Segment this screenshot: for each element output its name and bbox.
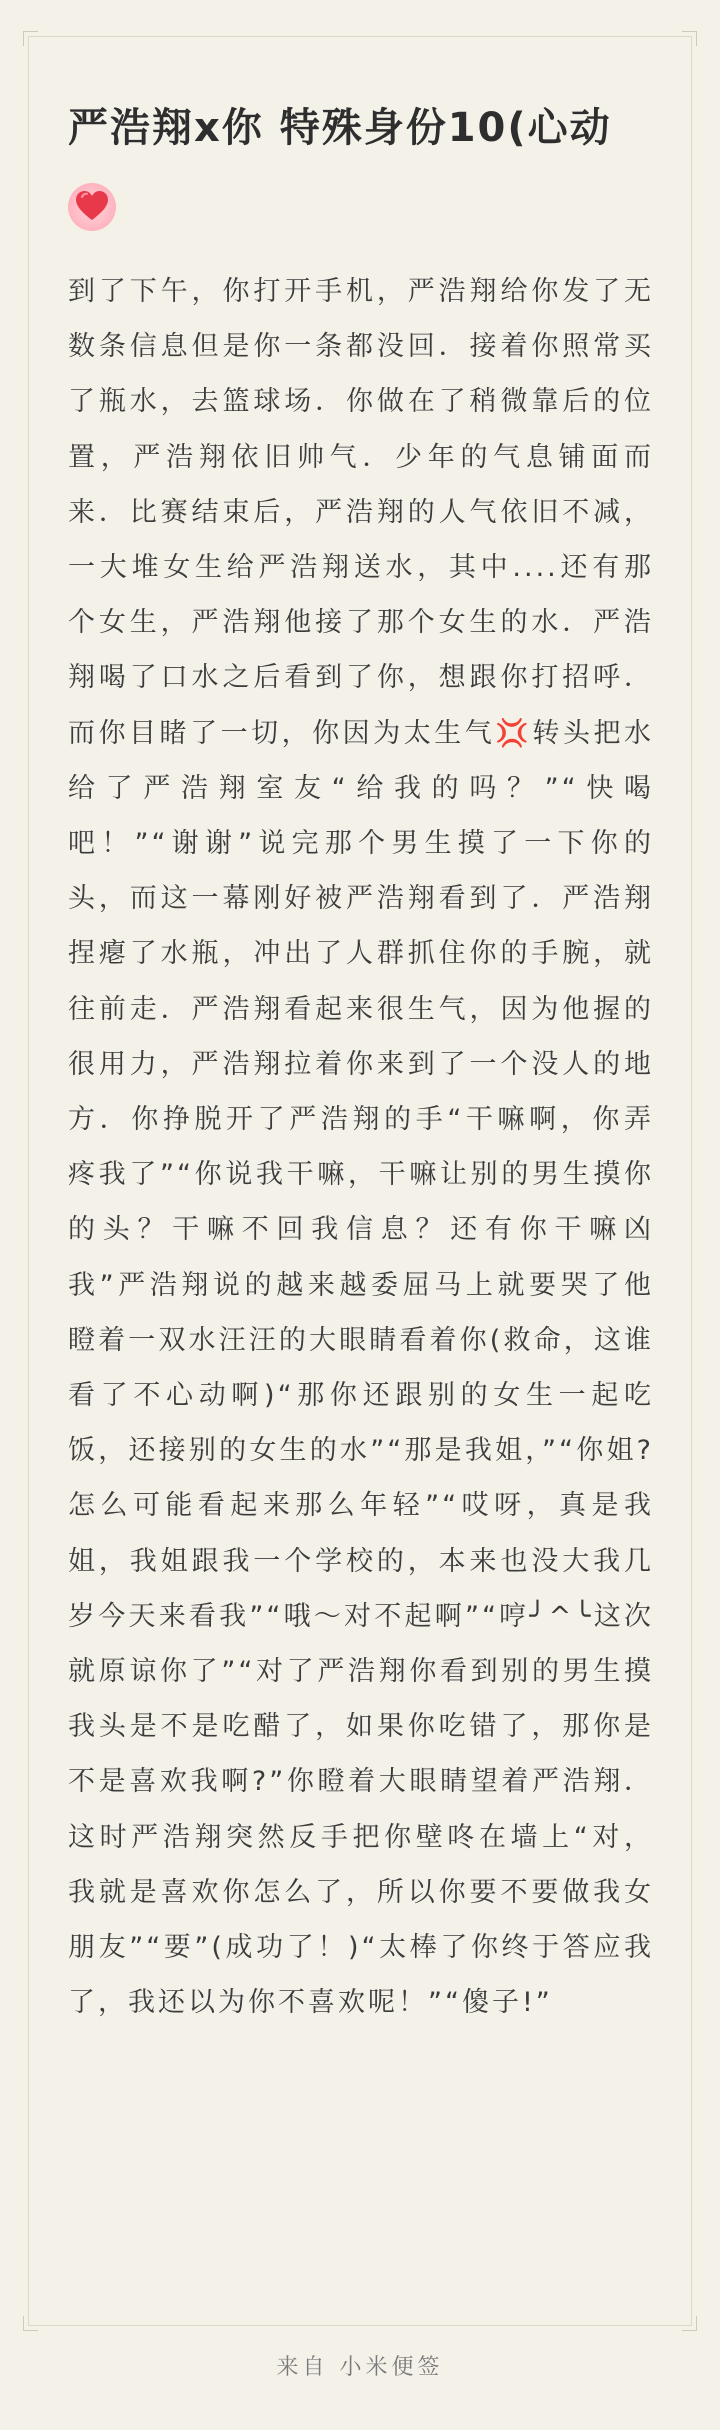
frame-corner-bottom-left — [23, 2316, 38, 2331]
heart-emoji-icon — [66, 180, 118, 232]
frame-corner-top-left — [23, 31, 38, 46]
note-body: 到了下午，你打开手机，严浩翔给你发了无数条信息但是你一条都没回．接着你照常买了瓶水，去篮球场．你做在了稍微靠后的位置，严浩翔依旧帅气．少年的气息铺面而来．比赛结束后，严浩翔的人气依旧不减，一大堆女生给严浩翔送水，其中....还有那个女生，严浩翔他接了那个女生的水．严浩翔喝了口水之后看到了你，想跟你打招呼．而你目睹了一切，你因为太生气💢转头把水给了严浩翔室友“给我的吗？”“快喝吧！”“谢谢”说完那个男生摸了一下你的头，而这一幕刚好被严浩翔看到了．严浩翔捏瘪了水瓶，冲出了人群抓住你的手腕，就往前走．严浩翔看起来很生气，因为他握的很用力，严浩翔拉着你来到了一个没人的地方．你挣脱开了严浩翔的手“干嘛啊，你弄疼我了”“你说我干嘛，干嘛让别的男生摸你的头？干嘛不回我信息？还有你干嘛凶我”严浩翔说的越来越委屈马上就要哭了他瞪着一双水汪汪的大眼睛看着你(救命，这谁看了不心动啊)“那你还跟别的女生一起吃饭，还接别的女生的水”“那是我姐，”“你姐?怎么可能看起来那么年轻”“哎呀，真是我姐，我姐跟我一个学校的，本来也没大我几岁今天来看我”“哦～对不起啊”“哼╯^╰这次就原谅你了”“对了严浩翔你看到别的男生摸我头是不是吃醋了，如果你吃错了，那你是不是喜欢我啊?”你瞪着大眼睛望着严浩翔．这时严浩翔突然反手把你壁咚在墙上“对，我就是喜欢你怎么了，所以你要不要做我女朋友”“要”(成功了！)“太棒了你终于答应我了，我还以为你不喜欢呢！”“傻子!” — [68, 276, 654, 2019]
frame-corner-top-right — [682, 31, 697, 46]
note-source-label: 来自 小米便签 — [276, 2355, 444, 2380]
frame-corner-bottom-right — [682, 2316, 697, 2331]
note-title: 严浩翔x你 特殊身份10(心动 — [68, 105, 612, 151]
